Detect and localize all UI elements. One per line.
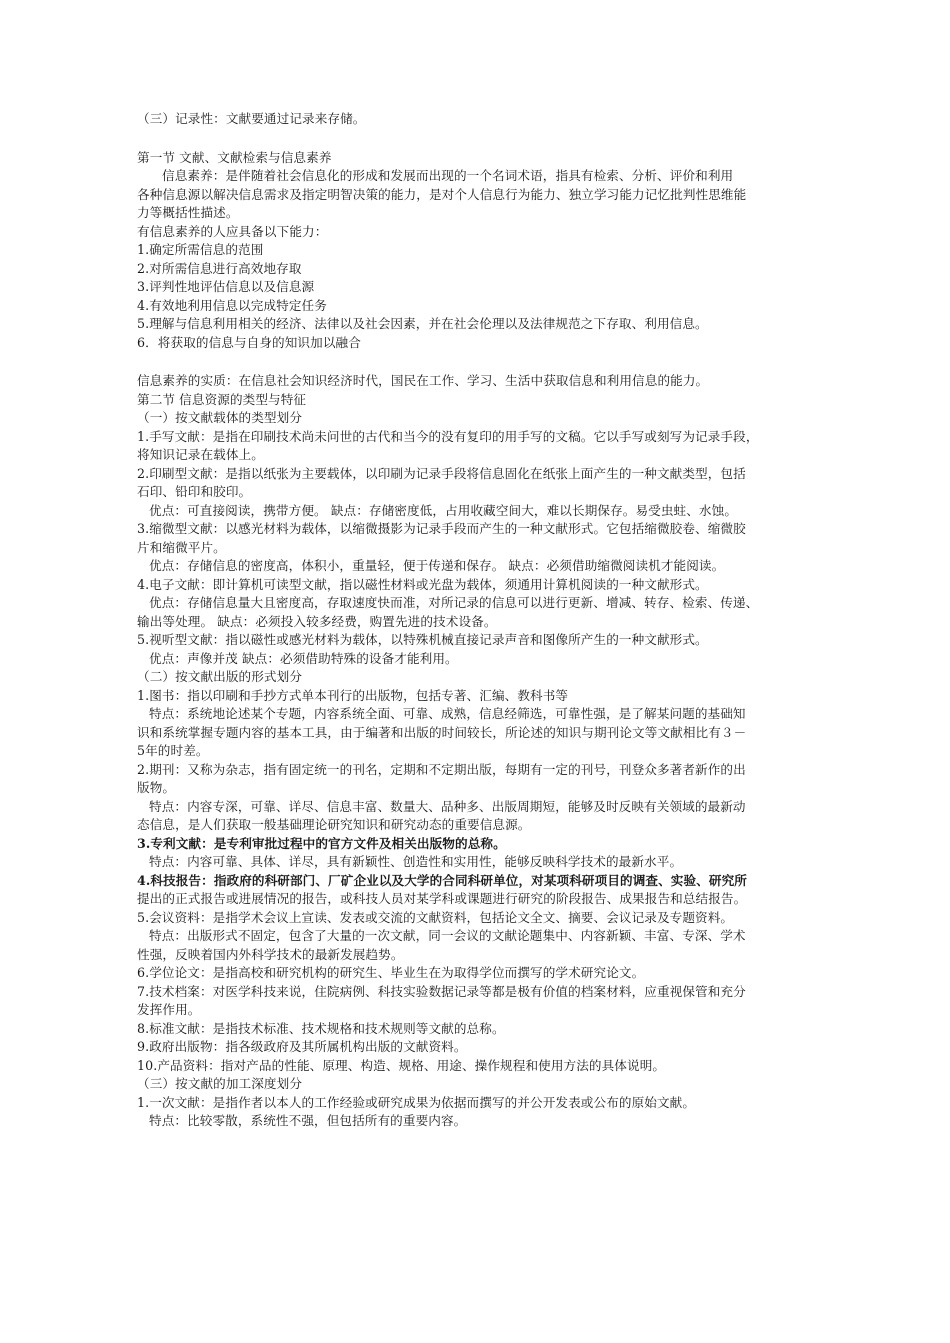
text-line: 6.学位论文：是指高校和研究机构的研究生、毕业生在为取得学位而撰写的学术研究论文。 (137, 965, 645, 980)
text-line: 3.专利文献：是专利审批过程中的官方文件及相关出版物的总称。 (137, 835, 506, 851)
text-line: 5.视听型文献：指以磁性或感光材料为载体，以特殊机械直接记录声音和图像所产生的一种文献形式。 (137, 632, 708, 647)
text-line: 优点：可直接阅读，携带方便。 缺点：存储密度低，占用收藏空间大，难以长期保存。易受虫蛀、水蚀。 (149, 502, 738, 518)
text-line: 2.印刷型文献：是指以纸张为主要载体，以印刷为记录手段将信息固化在纸张上面产生的一种文献类型，包括 (137, 465, 746, 481)
text-line: 信息素养的实质：在信息社会知识经济时代，国民在工作、学习、生活中获取信息和利用信息的能力。 (137, 373, 709, 388)
text-line: 提出的正式报告或进展情况的报告，或科技人员对某学科或课题进行研究的阶段报告、成果报告和总结报告。 (137, 891, 747, 906)
text-line: 1.手写文献：是指在印刷技术尚未问世的古代和当今的没有复印的用手写的文稿。它以手写或刻写为记录手段， (137, 428, 759, 444)
text-line: 2.对所需信息进行高效地存取 (137, 260, 302, 276)
text-line: 4.科技报告：指政府的科研部门、厂矿企业以及大学的合同科研单位，对某项科研项目的调查、实验、研究所 (137, 872, 747, 888)
text-line: 3.评判性地评估信息以及信息源 (137, 279, 315, 294)
text-line: 将知识记录在载体上。 (137, 447, 264, 462)
text-line: 版物。 (137, 780, 176, 795)
text-line: 特点：系统地论述某个专题，内容系统全面、可靠、成熟，信息经筛选，可靠性强，是了解某问题的基础知 (149, 706, 746, 721)
text-line: 特点：比较零散，系统性不强，但包括所有的重要内容。 (149, 1113, 467, 1128)
text-line: 石印、铅印和胶印。 (137, 484, 252, 499)
text-line: 信息素养：是伴随着社会信息化的形成和发展而出现的一个名词术语，指具有检索、分析、评价和利用 (162, 168, 734, 183)
text-line: 7.技术档案：对医学科技来说，住院病例、科技实验数据记录等都是极有价值的档案材料，应重视保管和充分 (137, 983, 746, 999)
text-line: 优点：存储信息量大且密度高，存取速度快而准，对所记录的信息可以进行更新、增减、转存、检索、传递、 (149, 595, 759, 610)
text-line: 8.标准文献：是指技术标准、技术规格和技术规则等文献的总称。 (137, 1020, 505, 1036)
text-line: 各种信息源以解决信息需求及指定明智决策的能力，是对个人信息行为能力、独立学习能力记忆批判性思维能 (137, 186, 747, 202)
text-line: （三）记录性：文献要通过记录来存储。 (137, 111, 366, 126)
text-line: 片和缩微平片。 (137, 539, 226, 555)
text-line: （二）按文献出版的形式划分 (137, 669, 303, 684)
text-line: 特点：内容可靠、具体、详尽，具有新颖性、创造性和实用性，能够反映科学技术的最新水平。 (149, 854, 683, 869)
text-line: 3.缩微型文献：以感光材料为载体，以缩微摄影为记录手段而产生的一种文献形式。它包括缩微胶卷、缩微胶 (137, 521, 746, 536)
document-body (137, 110, 817, 1131)
text-line: 4.有效地利用信息以完成特定任务 (137, 297, 327, 313)
text-line: 5.理解与信息利用相关的经济、法律以及社会因素，并在社会伦理以及法律规范之下存取、利用信息。 (137, 316, 708, 331)
text-line: （三）按文献的加工深度划分 (137, 1076, 303, 1091)
text-line: 5年的时差。 (137, 743, 209, 758)
text-line: 识和系统掌握专题内容的基本工具，由于编著和出版的时间较长，所论述的知识与期刊论文等文献相比有３－ (137, 724, 747, 740)
text-line: 特点：出版形式不固定，包含了大量的一次文献，同一会议的文献论题集中、内容新颖、丰富、专深、学术 (149, 928, 746, 943)
text-line: 第二节 信息资源的类型与特征 (137, 391, 307, 407)
text-line: 2.期刊：又称为杂志，指有固定统一的刊名，定期和不定期出版，每期有一定的刊号，刊登众多著者新作的出 (137, 761, 746, 777)
text-line: 优点：存储信息的密度高，体积小，重量轻，便于传递和保存。 缺点：必须借助缩微阅读机才能阅读。 (149, 558, 725, 573)
text-line: 第一节 文献、文献检索与信息素养 (137, 149, 332, 165)
text-line: 优点：声像并茂 缺点：必须借助特殊的设备才能利用。 (149, 650, 458, 666)
text-line: 10.产品资料：指对产品的性能、原理、构造、规格、用途、操作规程和使用方法的具体说明。 (137, 1057, 666, 1073)
text-line: 态信息，是人们获取一般基础理论研究知识和研究动态的重要信息源。 (137, 817, 531, 832)
text-line: 发挥作用。 (137, 1002, 201, 1017)
text-line: 有信息素养的人应具备以下能力： (137, 223, 328, 239)
text-line: 1.确定所需信息的范围 (137, 242, 264, 257)
text-line: 特点：内容专深，可靠、详尽、信息丰富、数量大、品种多、出版周期短，能够及时反映有关领域的最新动 (149, 798, 746, 814)
text-line: 力等概括性描述。 (137, 205, 239, 220)
text-line: 1.一次文献：是指作者以本人的工作经验或研究成果为依据而撰写的并公开发表或公布的原始文献。 (137, 1094, 696, 1110)
text-line: 输出等处理。 缺点：必须投入较多经费，购置先进的技术设备。 (137, 613, 497, 629)
text-line: 性强，反映着国内外科学技术的最新发展趋势。 (137, 946, 404, 962)
text-line: 4.电子文献：即计算机可读型文献，指以磁性材料或光盘为载体，须通用计算机阅读的一种文献形式。 (137, 576, 708, 592)
text-line: 6．将获取的信息与自身的知识加以融合 (137, 334, 361, 350)
paragraph-gap (137, 129, 817, 149)
text-line: （一）按文献载体的类型划分 (137, 410, 303, 425)
text-line: 1.图书：指以印刷和手抄方式单本刊行的出版物，包括专著、汇编、教科书等 (137, 687, 569, 703)
text-line: 5.会议资料：是指学术会议上宣读、发表或交流的文献资料，包括论文全文、摘要、会议记录及专题资料。 (137, 909, 734, 925)
paragraph-gap (137, 352, 817, 372)
text-line: 9.政府出版物：指各级政府及其所属机构出版的文献资料。 (137, 1039, 467, 1054)
